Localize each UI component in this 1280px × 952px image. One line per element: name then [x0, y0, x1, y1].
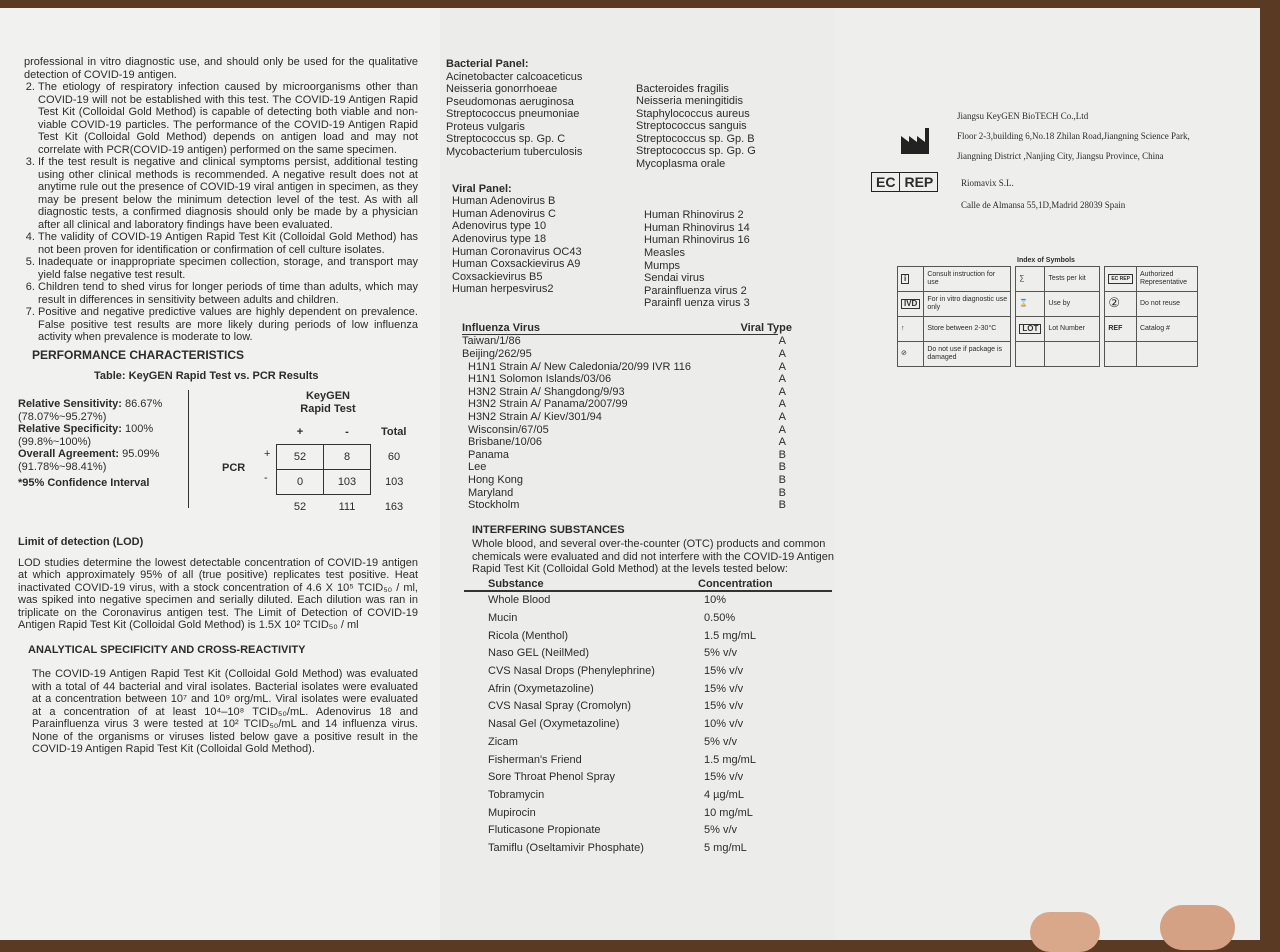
finger-shape	[1030, 912, 1100, 952]
table-row: CVS Nasal Drops (Phenylephrine) 15% v/v	[488, 665, 744, 678]
table-row: Stockholm B	[468, 499, 786, 512]
list-item: Streptococcus pneumoniae	[446, 108, 580, 121]
finger-shape	[1160, 905, 1235, 950]
lod-text: LOD studies determine the lowest detectable concentration of COVID-19 antigen at which approximately 95% of all (true positive) replicates test positive. Heat inactivated COVID-19 virus, with a stock concentration of 4.6 X 10⁵ TCID₅₀ / ml, was spiked into negative specimen and serially diluted. Each dilution was ran in triplicate on the Coronavirus antigen test. The Limit of Detection of COVID-19 Antigen Rapid Test Kit (Colloidal Gold Method) is 1.5X 10² TCID₅₀ / ml	[18, 556, 418, 631]
list-item: 4. The validity of COVID-19 Antigen Rapid Test Kit (Colloidal Gold Method) has not been proven for identification or confirmation of cell culture isolates.	[38, 231, 418, 256]
list-item: Streptococcus sanguis	[636, 120, 747, 133]
table-row: Brisbane/10/06 A	[468, 436, 786, 449]
list-item: Neisseria meningitidis	[636, 95, 743, 108]
list-item: Acinetobacter calcoaceticus	[446, 70, 583, 83]
list-item: Parainfl uenza virus 3	[644, 297, 750, 310]
list-item: Adenovirus type 10	[452, 220, 547, 233]
list-item: Parainfluenza virus 2	[644, 284, 747, 297]
sigma-icon: ∑	[1019, 275, 1025, 282]
substance-header: Substance Concentration	[464, 578, 832, 593]
list-item: Proteus vulgaris	[446, 120, 525, 133]
symbols-group-a: i Consult instruction for use IVD For in vitro diagnostic use only ↑ Store between 2-30°C ⊘ Do not use if package is damaged	[897, 266, 1011, 367]
table-row: Wisconsin/67/05 A	[468, 423, 786, 436]
list-item: Streptococcus sp. Gp. G	[636, 145, 756, 158]
ref-icon: REF	[1108, 325, 1123, 332]
stat-sensitivity: Relative Sensitivity: 86.67%	[18, 398, 163, 410]
bacterial-right	[636, 71, 756, 171]
right-column	[835, 8, 1260, 940]
ivd-icon: IVD	[901, 299, 920, 309]
list-item: Neisseria gonorrhoeae	[446, 83, 558, 96]
list-item: Human Coronavirus OC43	[452, 245, 582, 258]
performance-heading: PERFORMANCE CHARACTERISTICS	[32, 347, 245, 362]
stat-ci: (99.8%~100%)	[18, 435, 92, 448]
table-row: H1N1 Solomon Islands/03/06 A	[468, 373, 786, 386]
cell-total: 111	[338, 501, 356, 513]
list-item: Bacteroides fragilis	[636, 82, 729, 95]
list-item: Human Adenovirus C	[452, 207, 556, 220]
table-row: H3N2 Strain A/ Panama/2007/99 A	[468, 398, 786, 411]
ci-note: *95% Confidence Interval	[18, 477, 150, 489]
table-row: Afrin (Oxymetazoline) 15% v/v	[488, 682, 744, 695]
table-row: Mupirocin 10 mg/mL	[488, 806, 753, 819]
divider	[188, 390, 189, 508]
minus-sign: -	[264, 472, 268, 484]
ec-rep-icon: EC REP	[1108, 274, 1133, 284]
cell-tn: 103	[324, 470, 371, 495]
list-item: 5. Inadequate or inappropriate specimen collection, storage, and transport may yield false negative test result.	[38, 256, 418, 281]
interfering-text: Whole blood, and several over-the-counter (OTC) products and common chemicals were evaluated and did not interfere with the COVID-19 Antigen Rapid Test Kit (Colloidal Gold Method) at the levels tested below:	[472, 538, 834, 576]
list-item: Human Adenovirus B	[452, 195, 556, 208]
left-column	[0, 8, 440, 940]
list-item: Mumps	[644, 259, 681, 272]
table-row: H3N2 Strain A/ Shangdong/9/93 A	[468, 385, 786, 398]
hourglass-icon: ⌛	[1019, 300, 1029, 307]
cell-tp: 52	[277, 445, 324, 470]
influenza-rows	[462, 335, 786, 512]
viral-right	[644, 195, 750, 310]
table-row: Beijing/262/95 A	[462, 348, 786, 360]
table-row: Tobramycin 4 µg/mL	[488, 788, 744, 801]
list-item: Streptococcus sp. Gp. B	[636, 132, 755, 145]
manufacturer-icon	[899, 126, 931, 161]
symbols-group-c: EC REP Authorized Representative ② Do not reuse REF Catalog #	[1104, 266, 1198, 367]
performance-block	[18, 382, 418, 512]
stat-specificity: Relative Specificity: 100%	[18, 423, 154, 435]
list-item: Mycobacterium tuberculosis	[446, 146, 583, 159]
intro-text: professional in vitro diagnostic use, and should only be used for the qualitative detection of COVID-19 antigen.	[24, 56, 418, 81]
list-item: 7. Positive and negative predictive values are highly dependent on prevalence. False positive test results are more likely during periods of low influenza activity when prevalence is moderate to low.	[38, 306, 418, 344]
table-row: CVS Nasal Spray (Cromolyn) 15% v/v	[488, 700, 744, 713]
table-row: Hong Kong B	[468, 473, 786, 486]
table-row: Lee B	[468, 461, 786, 474]
specificity-heading: ANALYTICAL SPECIFICITY AND CROSS-REACTIVITY	[28, 643, 306, 656]
list-item: Staphylococcus aureus	[636, 107, 750, 120]
cell-total: 60	[387, 451, 401, 463]
table-row: Tamiflu (Oseltamivir Phosphate) 5 mg/mL	[488, 842, 747, 855]
table-row: Maryland B	[468, 486, 786, 499]
cell-total: 103	[385, 476, 404, 488]
table-row: Sore Throat Phenol Spray 15% v/v	[488, 771, 744, 784]
list-item: Adenovirus type 18	[452, 232, 547, 245]
list-item: Coxsackievirus B5	[452, 270, 543, 283]
specificity-text: The COVID-19 Antigen Rapid Test Kit (Colloidal Gold Method) was evaluated with a total of 44 bacterial and viral isolates. Bacterial isolates were evaluated at a concentration between 10⁷ and 10⁹ org/mL. Viral isolates were evaluated at a concentration of at least 10⁴–10⁸ TCID₅₀/mL. Adenovirus 18 and Parainfluenza virus 3 were tested at 10² TCID₅₀/mL and 14 influenza virus. None of the organisms or viruses listed below gave a positive result in the COVID-19 Antigen Rapid Test Kit (Colloidal Gold Method).	[32, 668, 418, 755]
list-item: 2. The etiology of respiratory infection caused by microorganisms other than COVID-19 will not be established with this test. The COVID-19 Antigen Rapid Test Kit (Colloidal Gold Method) is capable of detecting both viable and non-viable COVID-19 particles. The performance of the COVID-19 Antigen Rapid Test Kit (Colloidal Gold Method) depends on antigen load and may not correlate with PCR(COVID-19 antigen) performed on the same specimen.	[38, 81, 418, 156]
list-item: Human Rhinovirus 14	[644, 221, 750, 234]
limitations-list	[18, 81, 418, 344]
table-title: Table: KeyGEN Rapid Test vs. PCR Results	[94, 369, 319, 382]
list-item: 3. If the test result is negative and clinical symptoms persist, additional testing using other clinical methods is recommended. A negative result does not at anytime rule out the presence of COVID-19 viral antigen in specimen, as they may be present below the minimum detection level of the test. As with all diagnostic tests, a confirmed diagnosis should only be made by a physician after all clinical and laboratory findings have been evaluated.	[38, 156, 418, 231]
cell-total: 163	[384, 500, 404, 513]
bacterial-panel	[446, 71, 825, 171]
substance-table	[464, 578, 832, 858]
substance-rows	[464, 592, 832, 858]
table-row: H3N2 Strain A/ Kiev/301/94 A	[468, 410, 786, 423]
symbols-group-b: ∑ Tests per kit ⌛ Use by LOT Lot Number	[1015, 266, 1100, 367]
keygen-header: KeyGEN Rapid Test	[300, 390, 356, 415]
symbols-index	[897, 266, 1198, 367]
no-reuse-icon: ②	[1108, 294, 1120, 310]
list-item: Pseudomonas aeruginosa	[446, 95, 574, 108]
interfering-heading: INTERFERING SUBSTANCES	[472, 523, 625, 536]
cell-fn: 0	[277, 470, 324, 495]
list-item: Human Coxsackievirus A9	[452, 258, 581, 271]
cell-fp: 8	[324, 445, 371, 470]
table-row: Fluticasone Propionate 5% v/v	[488, 824, 738, 837]
table-row: Fisherman's Friend 1.5 mg/mL	[488, 753, 756, 766]
list-item: Sendai virus	[644, 272, 705, 285]
ec-rep-symbol: EC REP	[871, 172, 938, 192]
stat-ci: (78.07%~95.27%)	[18, 410, 107, 423]
table-row: Taiwan/1/86 A	[462, 335, 786, 348]
lot-icon: LOT	[1019, 324, 1041, 334]
viral-heading: Viral Panel:	[452, 182, 512, 195]
damaged-package-icon: ⊘	[901, 350, 907, 357]
thermometer-icon: ↑	[901, 325, 905, 332]
middle-column	[440, 8, 835, 940]
stat-agreement: Overall Agreement: 95.09%	[18, 448, 160, 460]
representative-address: Riomavix S.L. Calle de Almansa 55,1D,Madrid 28039 Spain	[961, 178, 1126, 210]
info-icon: i	[901, 274, 909, 284]
list-item: Mycoplasma orale	[636, 158, 726, 171]
bacterial-heading: Bacterial Panel:	[446, 58, 529, 70]
pcr-table: + - Total 52 8 60 0 103 103 52 111 163	[276, 420, 418, 519]
influenza-header: Influenza Virus Viral Type	[462, 321, 792, 334]
table-row: Naso GEL (NeilMed) 5% v/v	[488, 647, 738, 660]
bacterial-left	[446, 71, 636, 171]
cell-total: 52	[293, 501, 307, 513]
list-item: Streptococcus sp. Gp. C	[446, 133, 566, 146]
lod-heading: Limit of detection (LOD)	[18, 536, 144, 548]
table-row: H1N1 Strain A/ New Caledonia/20/99 IVR 116 A	[468, 360, 786, 373]
list-item: Human Rhinovirus 2	[644, 209, 744, 222]
stats-block	[18, 398, 188, 490]
list-item: 6. Children tend to shed virus for longer periods of time than adults, which may result in differences in sensitivity between adults and children.	[38, 281, 418, 306]
manufacturer-address: Jiangsu KeyGEN BioTECH Co.,Ltd Floor 2-3,building 6,No.18 Zhilan Road,Jiangning Science Park, Jiangning District ,Nanjing City, Jiangsu Province, China	[957, 111, 1190, 161]
influenza-table	[462, 321, 792, 512]
list-item: Human Rhinovirus 16	[644, 234, 750, 247]
table-row: Zicam 5% v/v	[488, 735, 738, 748]
table-row: Ricola (Menthol) 1.5 mg/mL	[488, 629, 756, 642]
stat-ci: (91.78%~98.41%)	[18, 460, 107, 473]
list-item: Measles	[644, 246, 685, 259]
pcr-label: PCR	[222, 462, 246, 474]
symbols-title: Index of Symbols	[1017, 257, 1075, 264]
table-row: Mucin 0.50%	[488, 611, 736, 624]
table-row: Nasal Gel (Oxymetazoline) 10% v/v	[488, 718, 744, 731]
table-row: Whole Blood 10%	[488, 594, 727, 607]
viral-panel	[446, 195, 825, 310]
viral-left	[452, 195, 644, 310]
table-row: Panama B	[468, 448, 786, 461]
plus-sign: +	[264, 448, 271, 460]
list-item: Human herpesvirus2	[452, 283, 554, 296]
